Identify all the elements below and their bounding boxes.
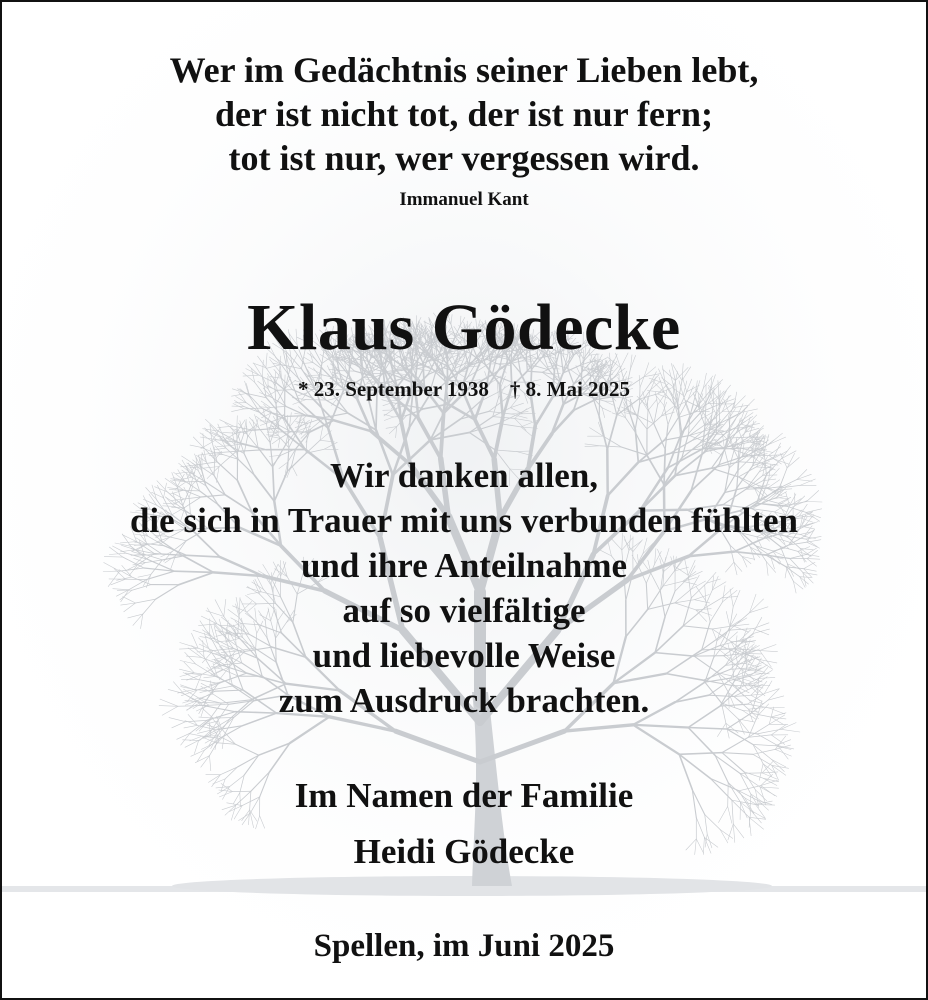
thanks-line-4: auf so vielfältige xyxy=(342,591,586,630)
signature-name: Heidi Gödecke xyxy=(353,832,575,871)
quote-line-3: tot ist nur, wer vergessen wird. xyxy=(228,138,700,178)
quote-line-1: Wer im Gedächtnis seiner Lieben lebt, xyxy=(169,50,759,90)
quote-author: Immanuel Kant xyxy=(399,189,529,210)
place-and-date: Spellen, im Juni 2025 xyxy=(313,928,615,964)
thanks-line-6: zum Ausdruck brachten. xyxy=(278,681,650,720)
thanks-line-3: und ihre Anteilnahme xyxy=(300,546,628,585)
signature-intro: Im Namen der Familie xyxy=(294,776,634,815)
birth-date: * 23. September 1938 xyxy=(297,377,489,401)
thanks-line-2: die sich in Trauer mit uns verbunden fühlten xyxy=(129,501,799,540)
life-dates xyxy=(2,376,926,402)
deceased-name: Klaus Gödecke xyxy=(247,291,681,364)
quote-line-2: der ist nicht tot, der ist nur fern; xyxy=(215,94,713,134)
thanks-line-1: Wir danken allen, xyxy=(329,456,599,495)
thanks-line-5: und liebevolle Weise xyxy=(312,636,616,675)
death-date: † 8. Mai 2025 xyxy=(509,377,631,401)
